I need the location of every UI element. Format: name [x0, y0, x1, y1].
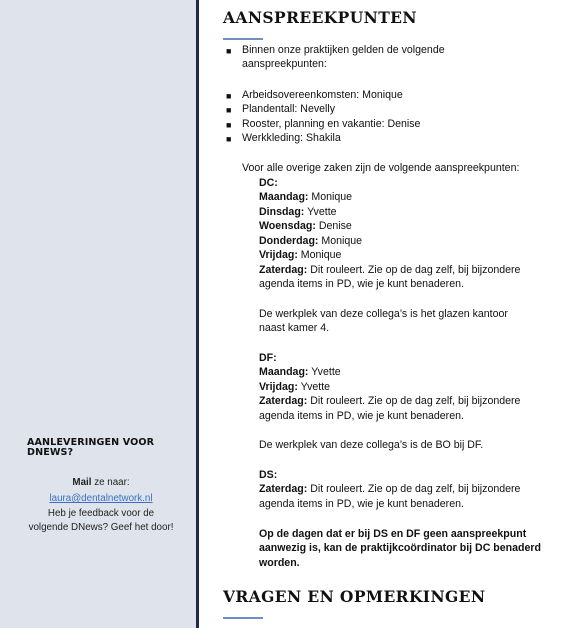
- contact-name: Yvette: [297, 381, 331, 393]
- schedule-row: [259, 205, 337, 220]
- contact-name: Monique: [318, 235, 363, 247]
- title-accent-line: [223, 617, 263, 619]
- schedule-row: [259, 219, 352, 234]
- schedule-row: [259, 248, 341, 263]
- day-label: Zaterdag:: [259, 395, 308, 407]
- location-label-dc: DC:: [259, 177, 278, 189]
- contact-name: Monique: [308, 191, 353, 203]
- bullet-icon: ■: [226, 91, 232, 101]
- bullet-item: Arbeidsovereenkomsten: Monique: [242, 89, 403, 101]
- day-label: Zaterdag:: [259, 483, 308, 495]
- bullet-item: Rooster, planning en vakantie: Denise: [242, 118, 421, 130]
- saturday-row: [259, 394, 520, 409]
- saturday-text: Dit rouleert. Zie op de dag zelf, bij bijzondere: [307, 264, 521, 276]
- title-accent-line: [223, 38, 263, 40]
- contact-name: Yvette: [308, 366, 341, 378]
- mail-line: [27, 476, 175, 490]
- saturday-text: Dit rouleert. Zie op de dag zelf, bij bijzondere: [307, 483, 521, 495]
- sidebar-heading: AANLEVERINGEN VOOR DNEWS?: [27, 437, 155, 458]
- saturday-text-cont: agenda items in PD, wie je kunt benaderen.: [259, 498, 464, 510]
- contact-name: Denise: [315, 220, 352, 232]
- schedule-row: [259, 365, 341, 380]
- bullet-icon: ■: [226, 105, 232, 115]
- day-label: Maandag:: [259, 191, 309, 203]
- bullet-icon: ■: [226, 120, 232, 130]
- day-label: Zaterdag:: [259, 264, 308, 276]
- email-link[interactable]: laura@dentalnetwork.nl: [49, 493, 153, 504]
- email-line: [27, 492, 175, 506]
- saturday-text-cont: agenda items in PD, wie je kunt benaderen.: [259, 410, 464, 422]
- bullet-icon: ■: [226, 134, 232, 144]
- closing-note-cont: aanwezig is, kan de praktijkcoördinator bij DC benaderd: [259, 542, 541, 554]
- workplace-note: De werkplek van deze collega’s is het glazen kantoor: [259, 308, 508, 320]
- closing-note-cont: worden.: [259, 557, 300, 569]
- bullet-item: Plandentall: Nevelly: [242, 103, 336, 115]
- intro-line-1: Binnen onze praktijken gelden de volgende: [242, 44, 445, 56]
- schedule-row: [259, 380, 330, 395]
- other-contacts-intro: Voor alle overige zaken zijn de volgende aanspreekpunten:: [242, 162, 520, 174]
- bullet-icon: ■: [226, 46, 232, 56]
- bullet-item: Werkkleding: Shakila: [242, 132, 341, 144]
- intro-line-2: aanspreekpunten:: [242, 58, 327, 70]
- saturday-row: [259, 263, 520, 278]
- location-label-ds: DS:: [259, 469, 278, 481]
- day-label: Dinsdag:: [259, 206, 305, 218]
- column-divider: [196, 0, 199, 628]
- feedback-text: Heb je feedback voor de volgende DNews? Geef het door!: [28, 508, 174, 533]
- saturday-text-cont: agenda items in PD, wie je kunt benaderen.: [259, 278, 464, 290]
- day-label: Maandag:: [259, 366, 309, 378]
- day-label: Woensdag:: [259, 220, 316, 232]
- workplace-note: De werkplek van deze collega’s is de BO bij DF.: [259, 439, 484, 451]
- contact-name: Monique: [297, 249, 342, 261]
- schedule-row: [259, 190, 352, 205]
- day-label: Vrijdag:: [259, 249, 298, 261]
- saturday-text: Dit rouleert. Zie op de dag zelf, bij bijzondere: [307, 395, 521, 407]
- schedule-row: [259, 234, 362, 249]
- closing-note: Op de dagen dat er bij DS en DF geen aanspreekpunt: [259, 528, 527, 540]
- saturday-row: [259, 482, 520, 497]
- contact-name: Yvette: [304, 206, 337, 218]
- day-label: Vrijdag:: [259, 381, 298, 393]
- section-title-aanspreekpunten: AANSPREEKPUNTEN: [223, 8, 417, 27]
- section-title-vragen: VRAGEN EN OPMERKINGEN: [223, 587, 486, 606]
- mail-suffix: ze naar:: [91, 477, 130, 488]
- day-label: Donderdag:: [259, 235, 319, 247]
- sidebar-body: [27, 476, 175, 535]
- workplace-note-cont: naast kamer 4.: [259, 322, 330, 334]
- mail-label: Mail: [72, 477, 92, 488]
- location-label-df: DF:: [259, 352, 277, 364]
